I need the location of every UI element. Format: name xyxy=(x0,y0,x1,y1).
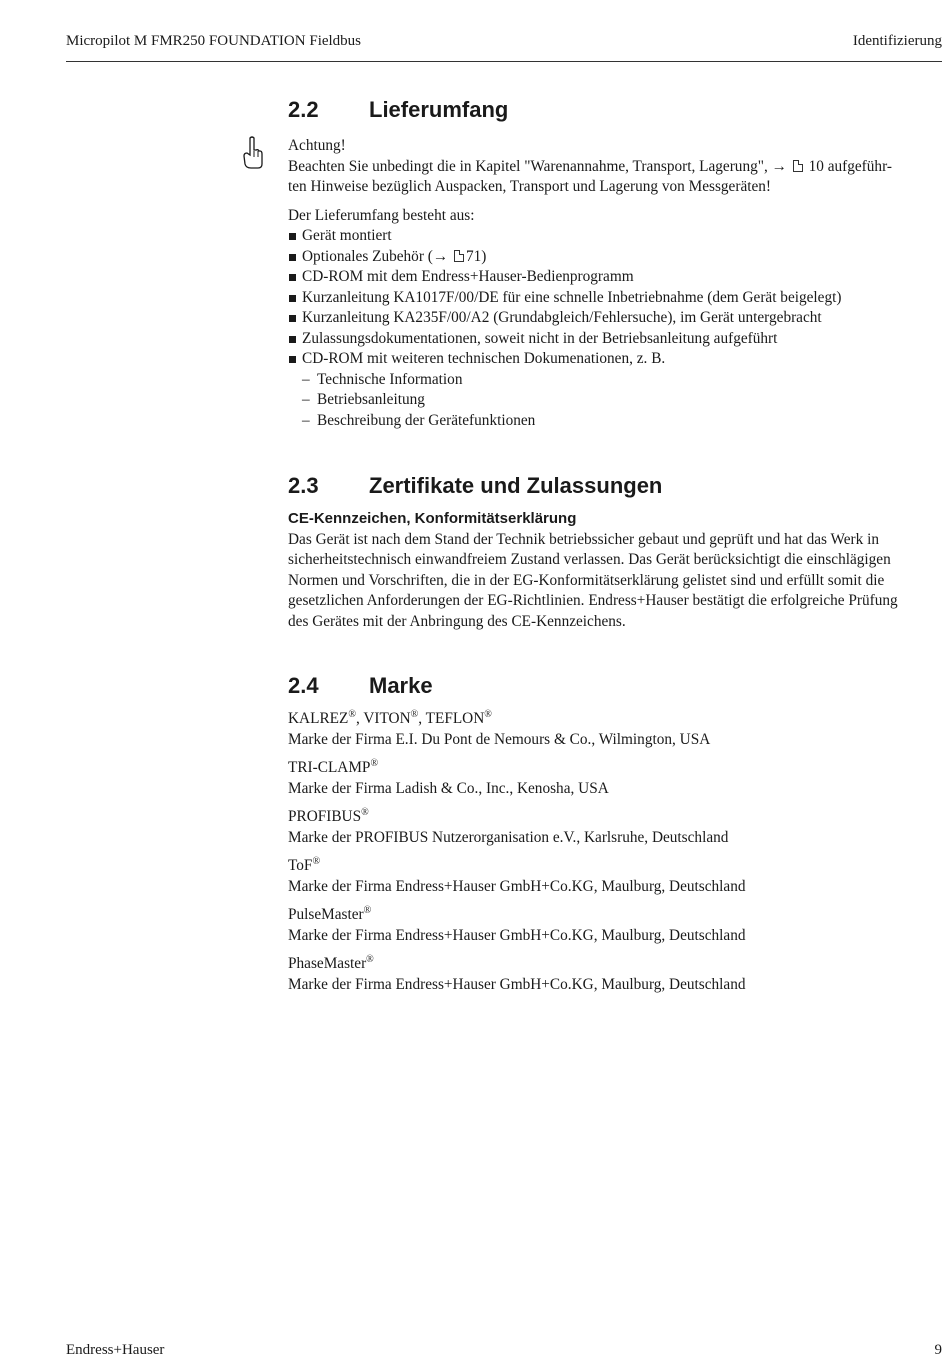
trademark-owner: Marke der Firma Endress+Hauser GmbH+Co.KG, Maulburg, Deutschland xyxy=(288,877,746,895)
trademark-owner: Marke der Firma Ladish & Co., Inc., Kenosha, USA xyxy=(288,779,609,797)
list-item: Kurzanleitung KA1017F/00/DE für eine schnelle Inbetriebnahme (dem Gerät beigelegt) xyxy=(288,288,944,309)
text-line: Normen und Vorschriften, die in der EG-Konformitätserklärung gelistet sind und erfüllt somit die xyxy=(288,571,885,589)
text-line: des Gerätes mit der Anbringung des CE-Kennzeichens. xyxy=(288,612,626,630)
registered-mark: ® xyxy=(312,856,321,867)
registered-mark: ® xyxy=(348,709,356,720)
caution-note xyxy=(288,136,944,198)
list-item: – Beschreibung der Gerätefunktionen xyxy=(288,411,944,432)
trademark-name: TEFLON xyxy=(425,710,485,727)
text-line: sicherheitstechnisch einwandfreiem Zustand verlassen. Das Gerät berücksichtigt die einschlägigen xyxy=(288,551,891,568)
list-item: Kurzanleitung KA235F/00/A2 (Grundabgleich/Fehlersuche), im Gerät untergebracht xyxy=(288,308,944,329)
company-name: Endress+Hauser xyxy=(66,1342,165,1358)
trademark-names xyxy=(288,807,944,828)
trademark-owner: Marke der Firma Endress+Hauser GmbH+Co.KG, Maulburg, Deutschland xyxy=(288,926,746,944)
document-title: Micropilot M FMR250 FOUNDATION Fieldbus xyxy=(66,33,362,49)
caution-text-part-2: ten Hinweise bezüglich Auspacken, Transport und Lagerung von Messgeräten! xyxy=(288,178,772,195)
trademark-owner: Marke der PROFIBUS Nutzerorganisation e.V., Karlsruhe, Deutschland xyxy=(288,828,729,846)
registered-mark: ® xyxy=(366,954,374,965)
trademark-name: PhaseMaster xyxy=(288,955,367,972)
list-item-text: Optionales Zubehör (→ xyxy=(302,247,449,265)
text-line: gesetzlichen Anforderungen der EG-Richtlinien. Endress+Hauser bestätigt die erfolgreiche Prüfung xyxy=(288,592,898,609)
page-header xyxy=(66,31,942,62)
trademark-entry xyxy=(288,709,944,750)
scope-of-delivery xyxy=(288,206,944,432)
trademark-name: VITON xyxy=(363,710,411,727)
registered-mark: ® xyxy=(370,758,379,769)
ce-paragraph xyxy=(288,530,944,633)
text-line: Das Gerät ist nach dem Stand der Technik betriebssicher gebaut und geprüft und hat das Werk in xyxy=(288,530,879,548)
trademark-owner: Marke der Firma E.I. Du Pont de Nemours & Co., Wilmington, USA xyxy=(288,730,711,748)
ce-subheading: CE-Kennzeichen, Konformitätserklärung xyxy=(288,510,577,527)
trademark-entry xyxy=(288,758,944,799)
trademark-entry xyxy=(288,807,944,848)
page-reference-icon xyxy=(793,160,803,172)
accessory-page-ref: 71) xyxy=(465,247,487,265)
cd-rom-doc-list xyxy=(288,370,944,432)
page-reference-icon xyxy=(454,250,464,262)
list-item: – Technische Information xyxy=(288,370,944,391)
trademark-names xyxy=(288,856,944,877)
trademark-entry xyxy=(288,954,944,995)
trademark-list xyxy=(288,709,944,995)
section-title-lieferumfang xyxy=(288,96,944,124)
registered-mark: ® xyxy=(363,905,372,916)
trademark-name: TRI-CLAMP xyxy=(288,759,371,776)
pointing-hand-icon xyxy=(243,136,263,170)
trademark-name: ToF xyxy=(288,857,313,874)
registered-mark: ® xyxy=(410,709,419,720)
trademark-names xyxy=(288,758,944,779)
trademark-names xyxy=(288,954,944,975)
trademark-name: PulseMaster xyxy=(288,906,364,923)
caution-label: Achtung! xyxy=(288,137,346,154)
list-item: Gerät montiert xyxy=(288,226,944,247)
trademark-names xyxy=(288,905,944,926)
scope-list xyxy=(288,226,944,370)
section-title-marke xyxy=(288,672,944,700)
registered-mark: ® xyxy=(361,807,369,818)
trademark-entry xyxy=(288,856,944,897)
list-item: – Betriebsanleitung xyxy=(288,390,944,411)
section-number: 2.4 xyxy=(288,673,319,698)
caution-page-ref: 10 aufgeführ- xyxy=(808,157,892,175)
list-item: CD-ROM mit weiteren technischen Dokumenationen, z. B. xyxy=(288,349,944,370)
registered-mark: ® xyxy=(484,709,492,720)
caution-text xyxy=(288,157,944,198)
chapter-title: Identifizierung xyxy=(852,33,942,49)
section-heading: Zertifikate und Zulassungen xyxy=(369,473,663,498)
trademark-name: KALREZ xyxy=(288,710,349,727)
caution-text-part-1: Beachten Sie unbedingt die in Kapitel "Warenannahme, Transport, Lagerung", → xyxy=(288,157,787,175)
trademark-owner: Marke der Firma Endress+Hauser GmbH+Co.KG, Maulburg, Deutschland xyxy=(288,975,746,993)
section-heading: Marke xyxy=(369,673,433,698)
page-content xyxy=(288,96,944,995)
section-heading: Lieferumfang xyxy=(369,97,509,122)
section-number: 2.3 xyxy=(288,473,319,498)
trademark-names: KALREZ®, VITON®, TEFLON® xyxy=(288,709,492,727)
trademark-name: PROFIBUS xyxy=(288,808,362,825)
list-item: Zulassungsdokumentationen, soweit nicht in der Betriebsanleitung aufgeführt xyxy=(288,329,944,350)
list-item: CD-ROM mit dem Endress+Hauser-Bedienprogramm xyxy=(288,267,944,288)
page-number: 9 xyxy=(934,1342,942,1358)
section-title-zertifikate xyxy=(288,472,944,500)
trademark-entry xyxy=(288,905,944,946)
scope-intro: Der Lieferumfang besteht aus: xyxy=(288,206,475,224)
list-item xyxy=(288,247,944,268)
section-number: 2.2 xyxy=(288,97,319,122)
